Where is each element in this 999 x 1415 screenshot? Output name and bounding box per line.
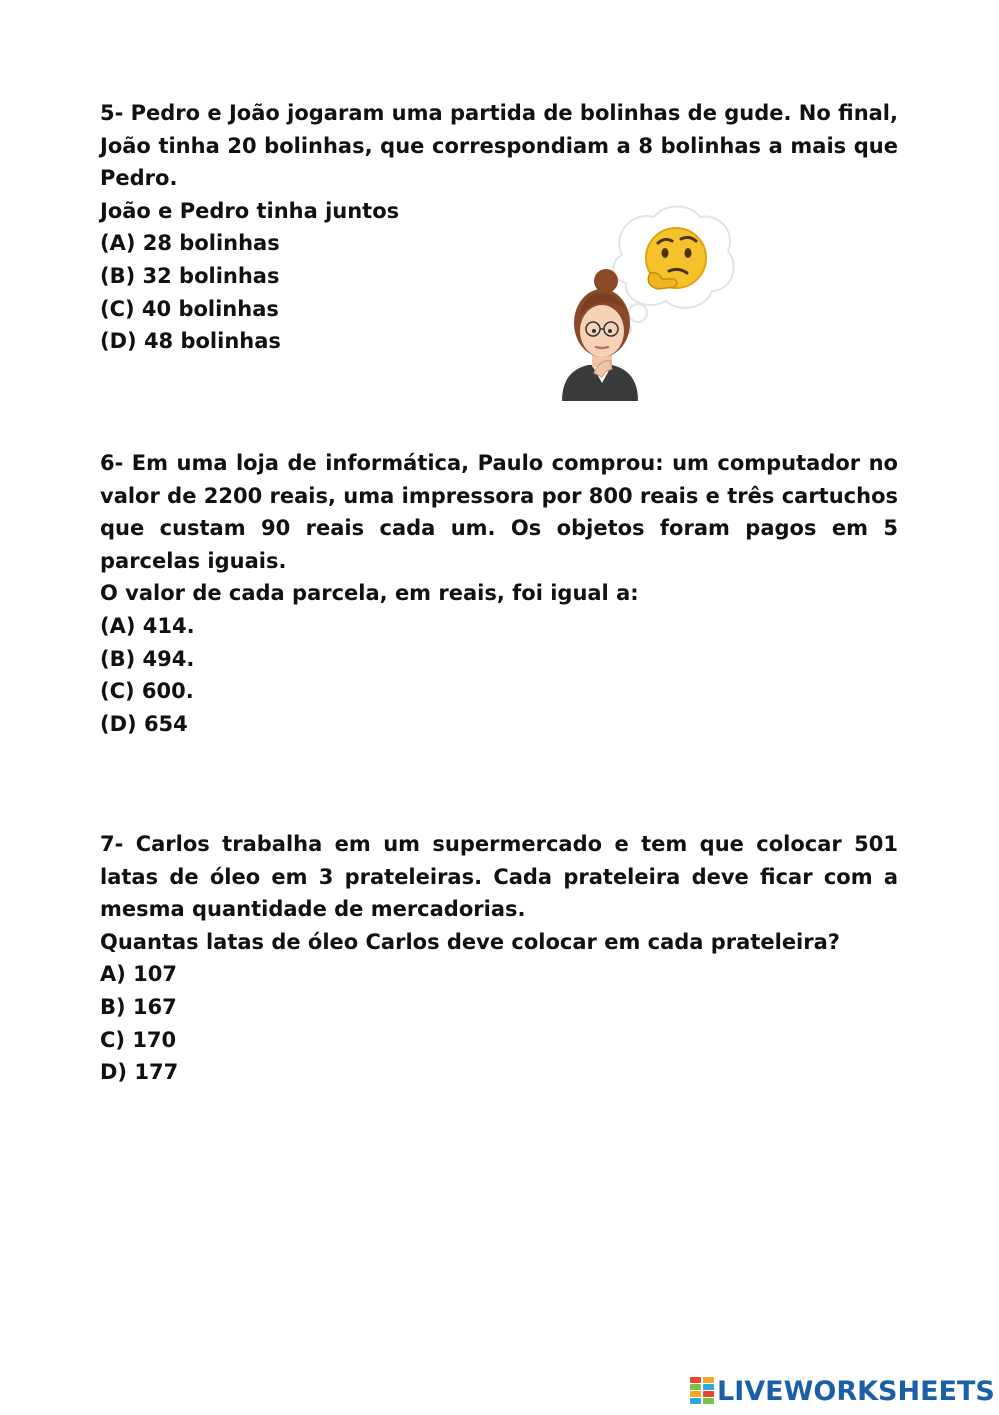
question-5 (100, 97, 898, 358)
liveworksheets-logo[interactable] (690, 1374, 995, 1408)
question-statement: 5- Pedro e João jogaram uma partida de bolinhas de gude. No final, João tinha 20 bolinhas, que correspondiam a 8 bolinhas a mais que Pedro. (100, 101, 898, 191)
question-prompt: Quantas latas de óleo Carlos deve colocar em cada prateleira? (100, 929, 840, 954)
liveworksheets-logo-icon (690, 1377, 714, 1405)
option-d[interactable]: (D) 654 (100, 711, 188, 736)
option-d[interactable]: D) 177 (100, 1060, 179, 1085)
question-6 (100, 447, 898, 740)
question-prompt: O valor de cada parcela, em reais, foi igual a: (100, 581, 639, 606)
question-prompt: João e Pedro tinha juntos (100, 198, 400, 223)
option-a[interactable]: A) 107 (100, 962, 177, 987)
thinking-woman-with-emoji-bubble-icon (552, 203, 738, 403)
option-c[interactable]: (C) 40 bolinhas (100, 296, 279, 321)
logo-text: LIVEWORKSHEETS (717, 1375, 995, 1407)
option-a[interactable]: (A) 414. (100, 613, 195, 638)
question-7 (100, 828, 898, 1089)
question-statement: 7- Carlos trabalha em um supermercado e tem que colocar 501 latas de óleo em 3 prateleiras. Cada prateleira deve ficar com a mesma quantidade de mercadorias. (100, 832, 898, 922)
option-a[interactable]: (A) 28 bolinhas (100, 231, 280, 256)
option-d[interactable]: (D) 48 bolinhas (100, 329, 281, 354)
thinking-emoji-icon (646, 228, 706, 289)
question-statement: 6- Em uma loja de informática, Paulo comprou: um computador no valor de 2200 reais, uma impressora por 800 reais e três cartuchos que custam 90 reais cada um. Os objetos foram pagos em 5 parcelas iguais. (100, 451, 898, 573)
option-b[interactable]: B) 167 (100, 994, 177, 1019)
option-c[interactable]: (C) 600. (100, 679, 194, 704)
option-b[interactable]: (B) 32 bolinhas (100, 263, 280, 288)
option-b[interactable]: (B) 494. (100, 646, 195, 671)
option-c[interactable]: C) 170 (100, 1027, 177, 1052)
